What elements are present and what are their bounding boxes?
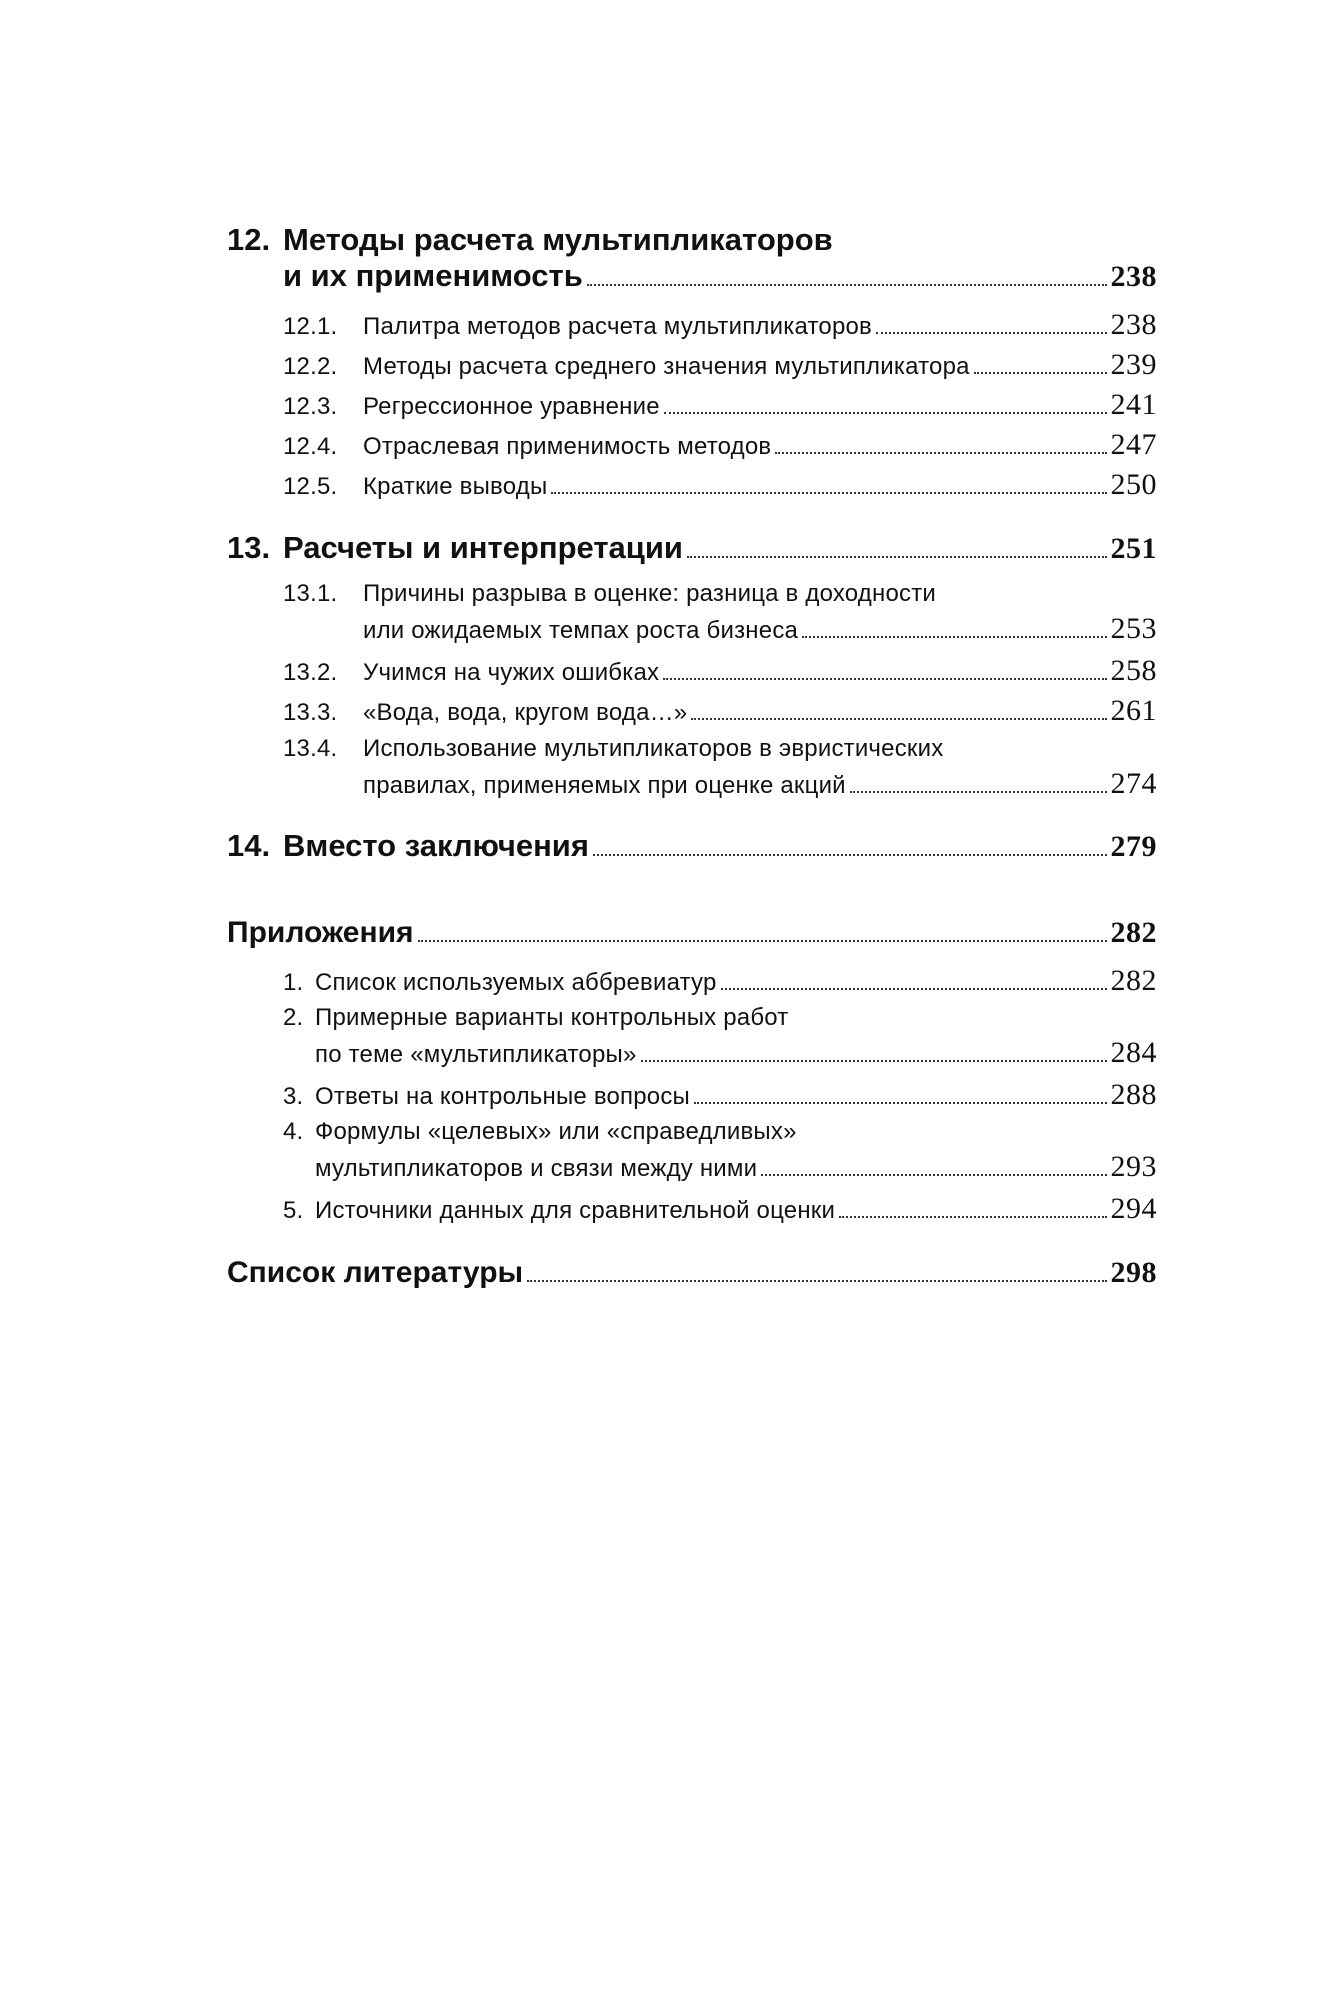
section-title: Регрессионное уравнение <box>363 393 660 420</box>
toc-appendix-1[interactable] <box>227 964 1157 998</box>
section-title: Методы расчета среднего значения мультипликатора <box>363 353 970 380</box>
page-number: 294 <box>1110 1192 1157 1225</box>
section-number: 13.1. <box>283 580 338 607</box>
toc-section-13-2[interactable] <box>227 654 1157 688</box>
toc-chapter-12[interactable] <box>227 222 1157 294</box>
section-number: 12.5. <box>283 473 338 500</box>
item-title: Ответы на контрольные вопросы <box>315 1083 690 1110</box>
leader-dots <box>802 636 1106 638</box>
leader-dots <box>587 284 1107 286</box>
page-number: 284 <box>1110 1036 1157 1069</box>
toc-appendix-5[interactable] <box>227 1192 1157 1226</box>
toc-section-12-3[interactable] <box>227 388 1157 422</box>
page-number: 251 <box>1110 532 1157 565</box>
chapter-number: 13. <box>227 530 271 565</box>
page-number: 293 <box>1110 1150 1157 1183</box>
page-number: 282 <box>1110 964 1157 997</box>
page-number: 241 <box>1110 388 1157 421</box>
references-title: Список литературы <box>227 1256 524 1289</box>
leader-dots <box>694 1102 1107 1104</box>
item-title: Список используемых аббревиатур <box>315 969 717 996</box>
toc-section-13-3[interactable] <box>227 694 1157 728</box>
leader-dots <box>663 678 1106 680</box>
leader-dots <box>974 372 1107 374</box>
page-number: 258 <box>1110 654 1157 687</box>
leader-dots <box>664 412 1107 414</box>
leader-dots <box>641 1060 1107 1062</box>
section-number: 12.4. <box>283 433 338 460</box>
section-title-cont: правилах, применяемых при оценке акций <box>363 772 846 799</box>
page-number: 250 <box>1110 468 1157 501</box>
section-title: Отраслевая применимость методов <box>363 433 772 460</box>
section-number: 12.3. <box>283 393 338 420</box>
leader-dots <box>876 332 1107 334</box>
toc-chapter-14[interactable] <box>227 828 1157 864</box>
leader-dots <box>721 988 1107 990</box>
toc-section-12-5[interactable] <box>227 468 1157 502</box>
toc-appendix-2[interactable] <box>227 1004 1157 1070</box>
section-number: 13.2. <box>283 659 338 686</box>
page-number: 247 <box>1110 428 1157 461</box>
page-number: 288 <box>1110 1078 1157 1111</box>
section-title: Использование мультипликаторов в эвристических <box>363 735 944 762</box>
leader-dots <box>761 1174 1106 1176</box>
leader-dots <box>527 1280 1106 1282</box>
item-title: Источники данных для сравнительной оценки <box>315 1197 836 1224</box>
toc-references[interactable] <box>227 1256 1157 1290</box>
chapter-title: Вместо заключения <box>283 828 589 863</box>
toc-section-12-1[interactable] <box>227 308 1157 342</box>
item-number: 5. <box>283 1197 304 1224</box>
section-number: 12.1. <box>283 313 338 340</box>
page-number: 238 <box>1110 260 1157 293</box>
section-title: Учимся на чужих ошибках <box>363 659 660 686</box>
page-number: 279 <box>1110 830 1157 863</box>
page-number: 239 <box>1110 348 1157 381</box>
chapter-title: Расчеты и интерпретации <box>283 530 683 565</box>
section-title-cont: или ожидаемых темпах роста бизнеса <box>363 617 799 644</box>
page-number: 274 <box>1110 767 1157 800</box>
leader-dots <box>850 791 1107 793</box>
toc-section-12-2[interactable] <box>227 348 1157 382</box>
section-title: Палитра методов расчета мультипликаторов <box>363 313 872 340</box>
section-number: 13.4. <box>283 735 338 762</box>
section-number: 12.2. <box>283 353 338 380</box>
leader-dots <box>775 452 1106 454</box>
appendix-title: Приложения <box>227 916 414 949</box>
toc-appendix[interactable] <box>227 916 1157 950</box>
section-title: «Вода, вода, кругом вода…» <box>363 699 688 726</box>
leader-dots <box>551 492 1106 494</box>
section-number: 13.3. <box>283 699 338 726</box>
toc-appendix-3[interactable] <box>227 1078 1157 1112</box>
item-title-cont: мультипликаторов и связи между ними <box>315 1155 758 1182</box>
toc-appendix-4[interactable] <box>227 1118 1157 1184</box>
page-number: 298 <box>1110 1256 1157 1289</box>
leader-dots <box>593 854 1107 856</box>
item-title: Примерные варианты контрольных работ <box>315 1004 789 1031</box>
chapter-title: Методы расчета мультипликаторов <box>283 222 833 257</box>
leader-dots <box>839 1216 1106 1218</box>
page-number: 253 <box>1110 612 1157 645</box>
page-number: 282 <box>1110 916 1157 949</box>
chapter-number: 14. <box>227 828 271 863</box>
toc-chapter-13[interactable] <box>227 530 1157 566</box>
section-title: Краткие выводы <box>363 473 548 500</box>
chapter-number: 12. <box>227 222 271 257</box>
leader-dots <box>687 556 1107 558</box>
page-number: 238 <box>1110 308 1157 341</box>
item-number: 3. <box>283 1083 304 1110</box>
item-title: Формулы «целевых» или «справедливых» <box>315 1118 797 1145</box>
item-title-cont: по теме «мультипликаторы» <box>315 1041 637 1068</box>
item-number: 2. <box>283 1004 304 1031</box>
toc-section-12-4[interactable] <box>227 428 1157 462</box>
toc-section-13-1[interactable] <box>227 580 1157 646</box>
section-title: Причины разрыва в оценке: разница в доходности <box>363 580 937 607</box>
item-number: 4. <box>283 1118 304 1145</box>
toc-section-13-4[interactable] <box>227 735 1157 801</box>
leader-dots <box>418 940 1107 942</box>
leader-dots <box>691 718 1106 720</box>
chapter-title-cont: и их применимость <box>283 258 583 293</box>
item-number: 1. <box>283 969 304 996</box>
page-number: 261 <box>1110 694 1157 727</box>
